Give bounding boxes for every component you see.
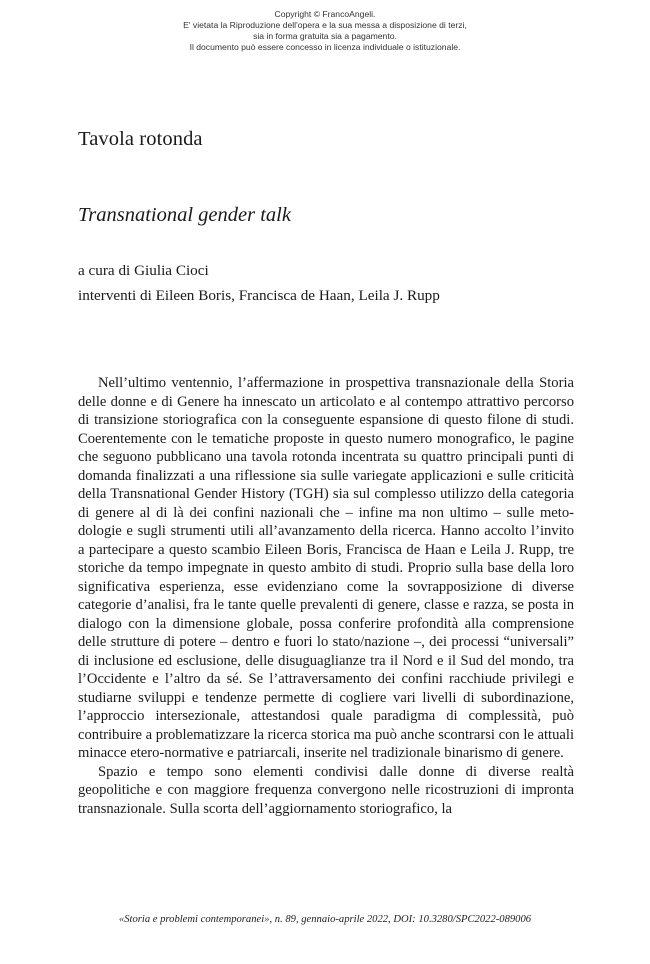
copyright-line: Copyright © FrancoAngeli. [274, 9, 376, 19]
editor-credit: a cura di Giulia Cioci [78, 262, 209, 279]
copyright-notice [0, 9, 650, 53]
article-body [78, 374, 574, 818]
article-credits [78, 258, 440, 308]
section-label: Tavola rotonda [78, 128, 203, 150]
contributors-credit: interventi di Eileen Boris, Francisca de Haan, Leila J. Rupp [78, 287, 440, 304]
copyright-line: Il documento può essere concesso in licenza individuale o istituzionale. [189, 42, 461, 52]
body-paragraph: Nell’ultimo ventennio, l’affermazione in prospettiva transnazionale della Storia delle donne e di Genere ha innescato un articolato e al contempo attrattivo percorso di transizione storiografica con la conseguente espansione di questo filone di studi. Coerentemente con le tematiche proposte in questo numero monografico, le pagine che seguono pubblicano una tavola rotonda incentrata su quattro principali punti di domanda finalizzati a una riflessione sia sulle variegate applicazioni e sulle criticità della Transnational Gender History (TGH) sia sul complesso utilizzo della categoria di genere al di là dei confini nazionali che – infine ma non ultimo – sulle metodologie e sugli strumenti utili all’avanzamento della ricerca. Hanno accolto l’invito a partecipare a questo scambio Eileen Boris, Francisca de Haan e Leila J. Rupp, tre storiche da tempo impegnate in questo ambito di studi. Proprio sulla base della loro significativa esperienza, esse evidenziano come la sovrapposizione di diverse categorie d’analisi, fra le tante quelle prevalenti di genere, classe e razza, se posta in dialogo con la dimensione globale, possa conferire profondità alla comprensione delle strutture di potere – dentro e fuori lo stato/nazione –, dei processi “universali” di inclusione ed esclusione, delle disuguaglianze tra il Nord e il Sud del mondo, tra l’Occidente e l’altro da sé. Se l’attraversamento dei confini racchiude privilegi e studiarne sviluppi e tendenze permette di cogliere vari livelli di subordinazione, l’approccio intersezionale, attestandosi quale paradigma di complessità, può contribuire a problematizzare la ricerca storica ma può anche scontrarsi con le attuali minacce etero-normative e patriarcali, inserite nel tradizionale binarismo di genere. [78, 375, 574, 761]
copyright-line: E' vietata la Riproduzione dell'opera e la sua messa a disposizione di terzi, [183, 20, 467, 30]
body-paragraph: Spazio e tempo sono elementi condivisi dalle donne di diverse realtà geopolitiche e con maggiore frequenza convergono nelle ricostruzioni di impronta transnazionale. Sulla scorta dell’aggiornamento storiografico, la [78, 763, 574, 817]
journal-footer: «Storia e problemi contemporanei», n. 89, gennaio-aprile 2022, DOI: 10.3280/SPC2022-089006 [118, 914, 532, 925]
article-title: Transnational gender talk [78, 204, 291, 226]
copyright-line: sia in forma gratuita sia a pagamento. [253, 31, 397, 41]
